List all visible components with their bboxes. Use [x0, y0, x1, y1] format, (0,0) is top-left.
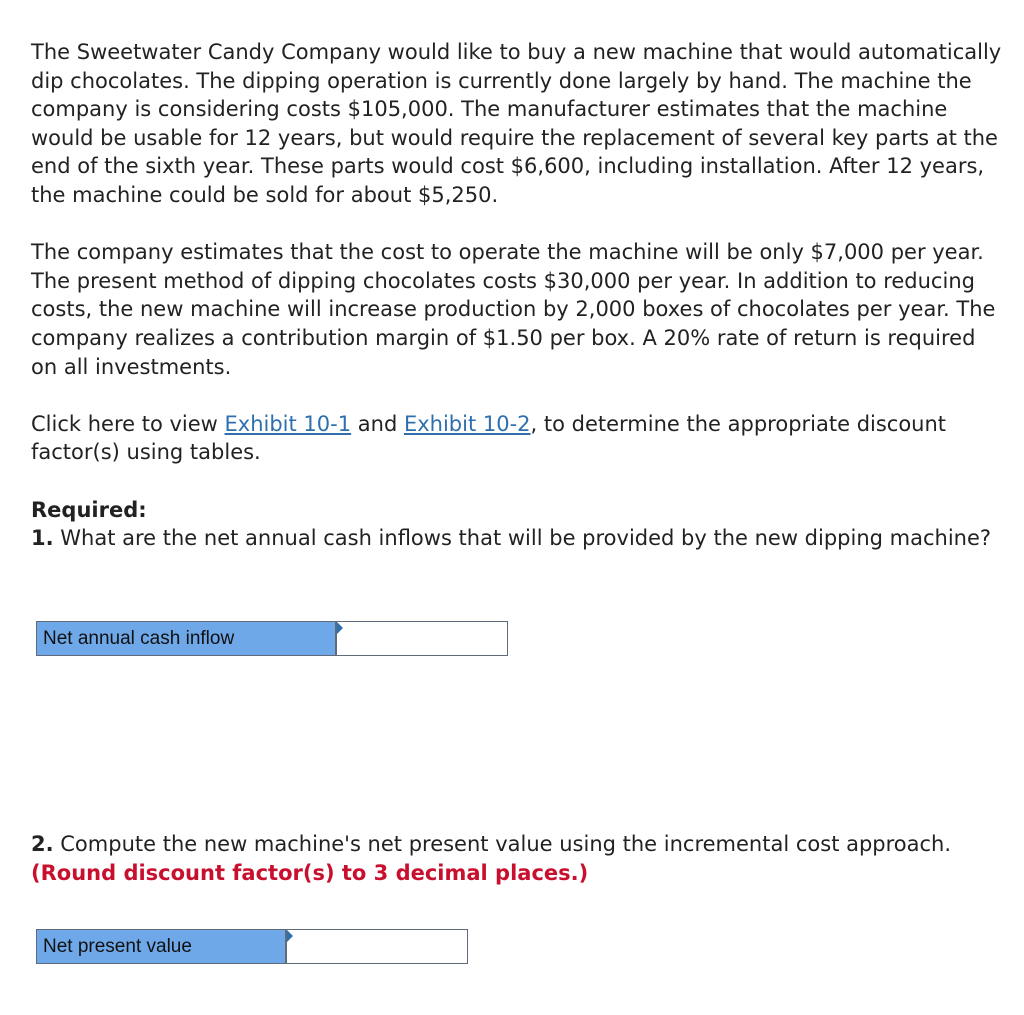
- question-2-text: Compute the new machine's net present value using the incremental cost approach.: [53, 832, 952, 856]
- net-annual-cash-inflow-row: [36, 621, 508, 656]
- net-present-value-input[interactable]: [287, 930, 467, 963]
- exhibit-10-2-link[interactable]: Exhibit 10-2: [403, 411, 531, 436]
- net-annual-cash-inflow-input[interactable]: [337, 622, 507, 655]
- exhibits-suffix: , to determine the appropriate discount factor(s) using tables.: [31, 411, 947, 465]
- exhibits-prefix: Click here to view: [31, 411, 225, 436]
- intro-paragraph-1: The Sweetwater Candy Company would like to buy a new machine that would automatically dip chocolates. The dipping operation is currently done largely by hand. The machine the company is considering costs $105,000. The manufacturer estimates that the machine would be usable for 12 years, but would require the replacement of several key parts at the end of the sixth year. These parts would cost $6,600, including installation. After 12 years, the machine could be sold for about $5,250.: [31, 40, 1002, 207]
- net-present-value-cell: [287, 930, 467, 963]
- required-heading: Required:: [31, 497, 147, 522]
- net-present-value-row: [36, 929, 468, 964]
- exhibit-10-1-link[interactable]: Exhibit 10-1: [224, 411, 352, 436]
- net-annual-cash-inflow-label: Net annual cash inflow: [37, 622, 337, 655]
- question-1-number: 1.: [31, 526, 54, 551]
- question-2-number: 2.: [31, 832, 54, 856]
- intro-paragraph-2: The company estimates that the cost to operate the machine will be only $7,000 per year. The present method of dipping chocolates costs $30,000 per year. In addition to reducing costs, the new machine will increase production by 2,000 boxes of chocolates per year. The company realizes a contribution margin of $1.50 per box. A 20% rate of return is required on all investments.: [31, 240, 996, 379]
- question-2: [31, 830, 1006, 887]
- problem-text: [31, 38, 1006, 553]
- cell-marker-icon: [337, 622, 343, 634]
- rounding-note: (Round discount factor(s) to 3 decimal places.): [31, 860, 589, 885]
- question-1: [31, 524, 1006, 553]
- question-1-text: What are the net annual cash inflows that will be provided by the new dipping machine?: [53, 526, 992, 551]
- cell-marker-icon: [287, 930, 293, 942]
- net-annual-cash-inflow-cell: [337, 622, 507, 655]
- net-present-value-label: Net present value: [37, 930, 287, 963]
- exhibits-paragraph: [31, 410, 1006, 467]
- exhibits-middle: and: [351, 411, 404, 436]
